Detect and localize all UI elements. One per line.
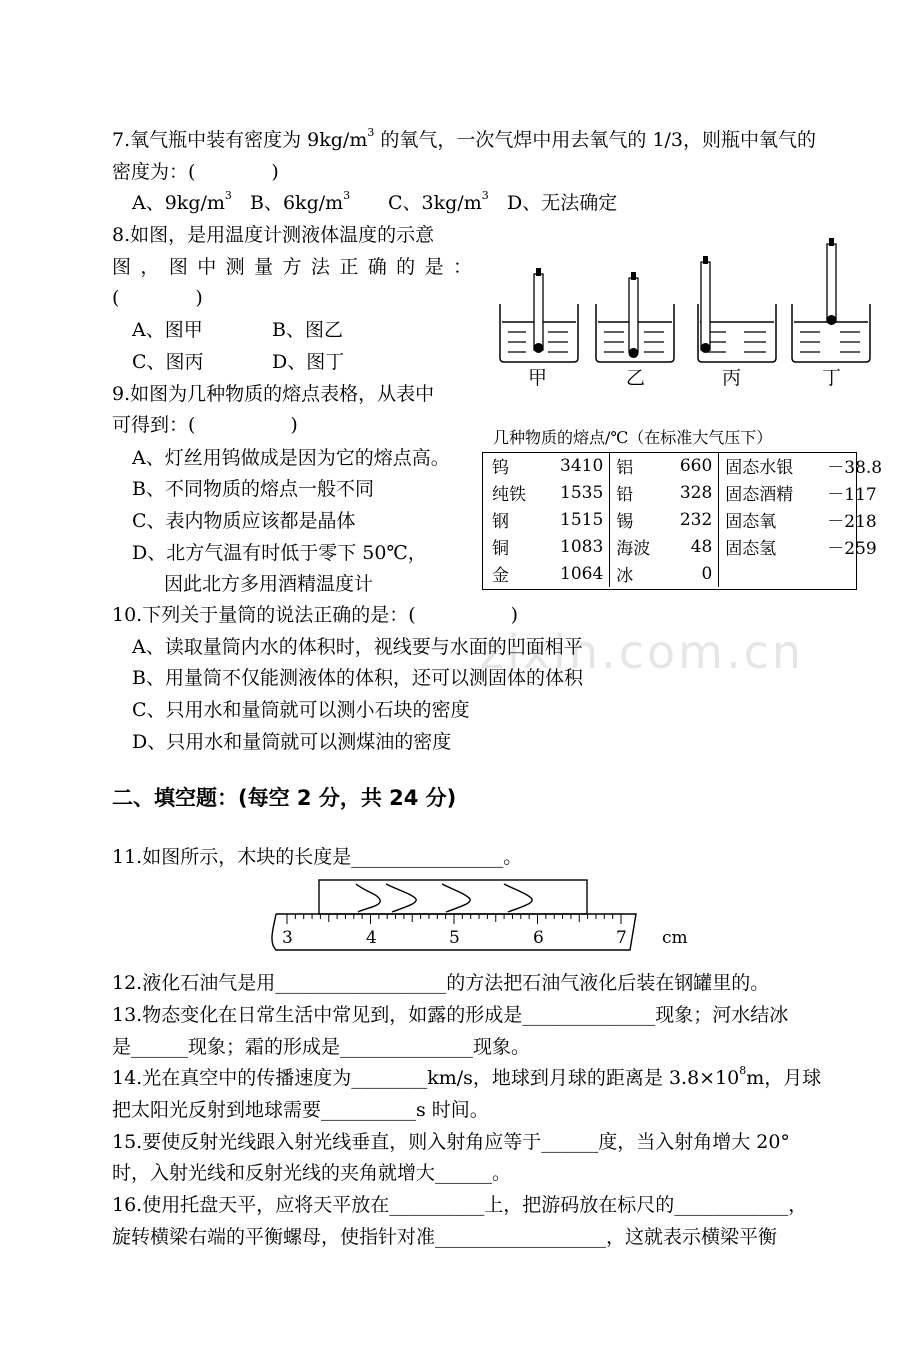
q7-option-c[interactable]: C、$3kg/m^3$	[388, 189, 489, 214]
watermark: zixin.com.cn	[480, 625, 805, 679]
q15-line1: 15.要使反射光线跟入射光线垂直，则入射角应等于______度，当入射角增大 20°	[112, 1131, 790, 1153]
figure-label-jia: 甲	[528, 367, 548, 389]
section-heading: 二、填空题：(每空 2 分，共 24 分)	[112, 786, 457, 810]
q10-option-b[interactable]: B、用量筒不仅能测液体的体积，还可以测固体的体积	[132, 667, 583, 689]
q8-stem-line2: 图，图中测量方法正确的是：	[112, 256, 472, 278]
q15-line2: 时，入射光线和反射光线的夹角就增大______。	[112, 1162, 512, 1184]
melting-point-table	[482, 452, 885, 587]
q9-option-d[interactable]: D、北方气温有时低于零下 50℃，	[132, 542, 427, 564]
q9-option-b[interactable]: B、不同物质的熔点一般不同	[132, 478, 374, 500]
cell: 纯铁	[492, 485, 526, 505]
q16-line1: 16.使用托盘天平，应将天平放在__________上，把游码放在标尺的____________，	[112, 1194, 808, 1216]
cell: 固态氧	[719, 506, 818, 533]
ruler-number-3: 3	[282, 928, 293, 948]
q13-line2: 是______现象；霜的形成是______________现象。	[112, 1036, 531, 1058]
cell: 1064	[560, 563, 604, 584]
q8-option-a[interactable]: A、图甲	[132, 319, 203, 341]
q16-line2: 旋转横梁右端的平衡螺母，使指针对准__________________，这就表示横梁平衡	[112, 1226, 778, 1248]
cell: 0	[701, 563, 713, 584]
q7-stem-line2: 密度为：( )	[112, 161, 279, 183]
ruler-number-5: 5	[449, 928, 460, 948]
cell: 48	[690, 536, 713, 557]
figure-label-ding: 丁	[822, 367, 842, 389]
cell: 1083	[560, 536, 604, 557]
q12-text: 12.液化石油气是用__________________的方法把石油气液化后装在钢罐里的。	[112, 972, 770, 994]
figure-label-yi: 乙	[626, 367, 646, 389]
table-row	[482, 560, 885, 587]
ruler-number-6: 6	[533, 928, 544, 948]
cell: 固态氢	[719, 533, 818, 560]
q8-option-b[interactable]: B、图乙	[272, 319, 343, 341]
cell: 铜	[492, 539, 509, 559]
cell: 铅	[610, 479, 667, 506]
q10-option-d[interactable]: D、只用水和量筒就可以测煤油的密度	[132, 731, 452, 753]
cell: 金	[492, 566, 509, 586]
q9-stem-line1: 9.如图为几种物质的熔点表格，从表中	[112, 383, 435, 405]
q7-option-d[interactable]: D、无法确定	[507, 192, 618, 214]
q13-line1: 13.物态变化在日常生活中常见到，如露的形成是______________现象；河水结冰	[112, 1004, 789, 1026]
cell: 铝	[610, 452, 667, 479]
q8-option-c[interactable]: C、图丙	[132, 351, 204, 373]
cell: 钢	[492, 512, 509, 532]
cell: 1535	[560, 482, 604, 503]
cell: －38.8	[827, 458, 883, 478]
cell: 海波	[610, 533, 667, 560]
cell: 328	[679, 482, 713, 503]
cell	[719, 560, 818, 587]
ruler-unit: cm	[662, 928, 688, 948]
ruler-number-4: 4	[366, 928, 377, 948]
cell: 固态酒精	[719, 479, 818, 506]
table-row	[482, 479, 885, 506]
q8-option-d[interactable]: D、图丁	[272, 351, 345, 373]
cell: －259	[827, 539, 877, 559]
q9-option-a[interactable]: A、灯丝用钨做成是因为它的熔点高。	[132, 447, 450, 469]
table-caption: 几种物质的熔点/℃（在标准大气压下）	[493, 428, 773, 447]
q14-line1: 14.光在真空中的传播速度为________km/s，地球到月球的距离是 $3.8\times 10^8m$，月球	[112, 1064, 822, 1089]
q10-stem: 10.下列关于量筒的说法正确的是：( )	[112, 604, 519, 626]
cell: 3410	[560, 455, 604, 476]
cell: 1515	[560, 509, 604, 530]
cell: 固态水银	[719, 452, 818, 479]
cell: 锡	[610, 506, 667, 533]
cell: 钨	[492, 458, 509, 478]
cell: 232	[679, 509, 713, 530]
q10-option-a[interactable]: A、读取量筒内水的体积时，视线要与水面的凹面相平	[132, 636, 583, 658]
table-row	[482, 452, 885, 479]
figure-label-bing: 丙	[722, 367, 742, 389]
table-row	[482, 533, 885, 560]
cell: 660	[679, 455, 713, 476]
q9-stem-line2: 可得到：( )	[112, 414, 298, 436]
table-row	[482, 506, 885, 533]
q11-text: 11.如图所示，木块的长度是________________。	[112, 846, 523, 868]
cell: －218	[827, 512, 877, 532]
cell: 冰	[610, 560, 667, 587]
q8-stem-line1: 8.如图，是用温度计测液体温度的示意	[112, 224, 435, 246]
q9-option-d-cont: 因此北方多用酒精温度计	[164, 573, 374, 595]
q8-stem-line3: ( )	[112, 287, 203, 309]
cell	[817, 560, 885, 587]
cell: －117	[827, 485, 877, 505]
ruler-number-7: 7	[616, 928, 627, 948]
q7-stem-line1: 7.氧气瓶中装有密度为 $9kg/m^3$ 的氧气，一次气焊中用去氧气的 1/3，则瓶中氧气的	[112, 126, 817, 151]
q7-option-b[interactable]: B、$6kg/m^3$	[250, 189, 351, 214]
q14-line2: 把太阳光反射到地球需要__________s 时间。	[112, 1099, 489, 1121]
q10-option-c[interactable]: C、只用水和量筒就可以测小石块的密度	[132, 699, 470, 721]
q9-option-c[interactable]: C、表内物质应该都是晶体	[132, 510, 356, 532]
q7-option-a[interactable]: A、$9kg/m^3$	[132, 189, 232, 214]
